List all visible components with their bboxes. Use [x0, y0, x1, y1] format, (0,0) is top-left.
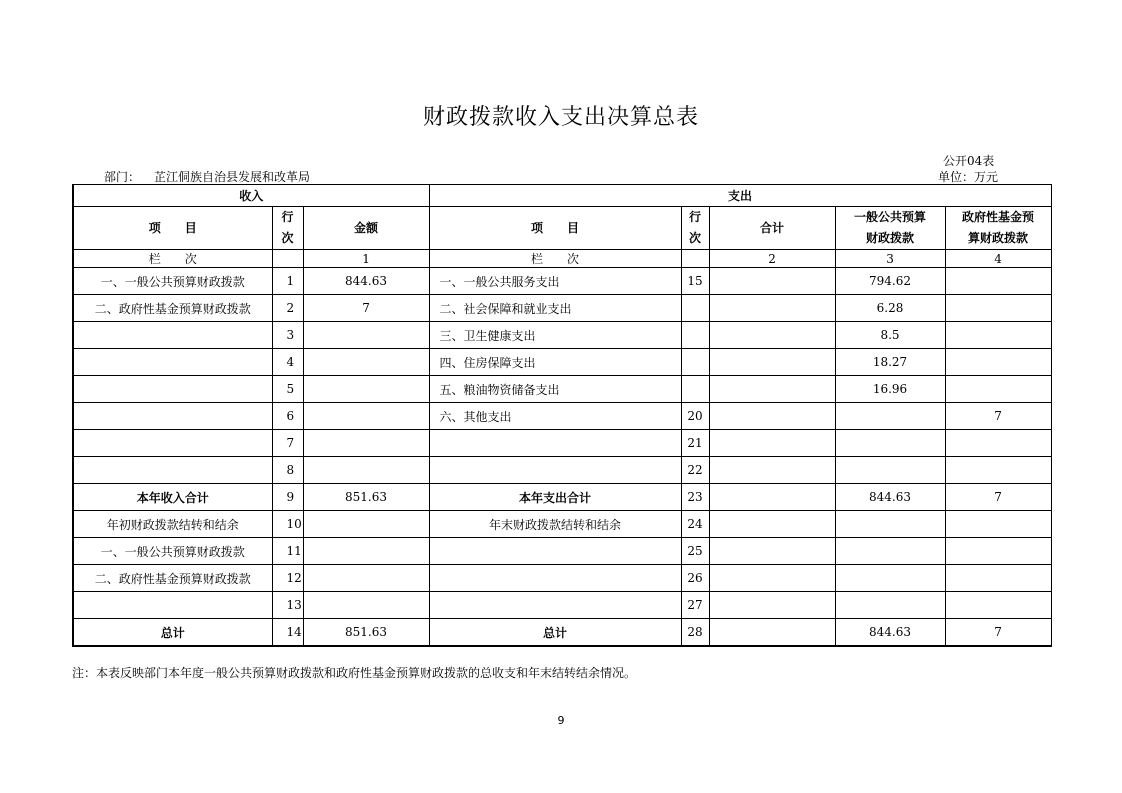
expense-gov-fund: 7	[945, 619, 1051, 647]
header-total: 合计	[709, 207, 835, 250]
income-amount: 7	[303, 295, 429, 322]
expense-item	[429, 430, 681, 457]
expense-general-budget	[835, 430, 945, 457]
expense-general-budget	[835, 457, 945, 484]
expense-row-no: 27	[681, 592, 709, 619]
table-row	[73, 295, 1051, 322]
section-income: 收入	[73, 185, 429, 207]
form-code: 公开04表	[943, 154, 995, 168]
income-row-no: 13	[272, 592, 303, 619]
income-row-no: 10	[272, 511, 303, 538]
income-amount	[303, 538, 429, 565]
income-row-no: 7	[272, 430, 303, 457]
income-row-no: 4	[272, 349, 303, 376]
expense-row-no: 28	[681, 619, 709, 647]
expense-gov-fund	[945, 538, 1051, 565]
expense-item: 二、社会保障和就业支出	[429, 295, 681, 322]
income-row-no: 6	[272, 403, 303, 430]
table-row	[73, 268, 1051, 295]
income-item: 二、政府性基金预算财政拨款	[73, 565, 272, 592]
header-expense-row-no	[681, 207, 709, 250]
header-amount: 金额	[303, 207, 429, 250]
table-row-grand-total	[73, 619, 1051, 647]
expense-row-no	[681, 295, 709, 322]
expense-row-no: 23	[681, 484, 709, 511]
expense-gov-fund	[945, 457, 1051, 484]
table-footnote: 注：本表反映部门本年度一般公共预算财政拨款和政府性基金预算财政拨款的总收支和年末结转结余情况。	[72, 666, 637, 680]
expense-gov-fund: 7	[945, 484, 1051, 511]
expense-gov-fund	[945, 511, 1051, 538]
expense-item: 三、卫生健康支出	[429, 322, 681, 349]
header-income-row-no	[272, 207, 303, 250]
col-index-1: 1	[303, 250, 429, 268]
income-row-no: 14	[272, 619, 303, 647]
expense-total	[709, 538, 835, 565]
header-row-no-line1: 行	[281, 210, 294, 224]
income-amount: 844.63	[303, 268, 429, 295]
page-number: 9	[557, 714, 565, 727]
income-item: 年初财政拨款结转和结余	[73, 511, 272, 538]
expense-item	[429, 565, 681, 592]
expense-total	[709, 349, 835, 376]
expense-total	[709, 592, 835, 619]
expense-gov-fund	[945, 430, 1051, 457]
header-expense-item: 项 目	[429, 207, 681, 250]
income-item	[73, 322, 272, 349]
header-fund-line1: 政府性基金预	[962, 210, 1035, 224]
income-item: 一、一般公共预算财政拨款	[73, 538, 272, 565]
expense-general-budget: 844.63	[835, 619, 945, 647]
department-line	[104, 168, 310, 185]
table-row	[73, 430, 1051, 457]
expense-total	[709, 619, 835, 647]
income-amount: 851.63	[303, 484, 429, 511]
expense-row-no: 15	[681, 268, 709, 295]
income-item	[73, 349, 272, 376]
income-amount: 851.63	[303, 619, 429, 647]
expense-general-budget	[835, 403, 945, 430]
header-row-no-line2: 次	[281, 231, 294, 245]
expense-row-no	[681, 349, 709, 376]
col-index-4: 4	[945, 250, 1051, 268]
income-item	[73, 430, 272, 457]
column-index-row	[73, 250, 1051, 268]
section-expense: 支出	[429, 185, 1051, 207]
expense-item: 四、住房保障支出	[429, 349, 681, 376]
income-row-no: 11	[272, 538, 303, 565]
income-amount	[303, 349, 429, 376]
header-exp-row-line2: 次	[689, 231, 702, 245]
expense-gov-fund	[945, 295, 1051, 322]
expense-gov-fund: 7	[945, 403, 1051, 430]
header-general-budget	[835, 207, 945, 250]
expense-total	[709, 268, 835, 295]
expense-total	[709, 322, 835, 349]
expense-general-budget: 8.5	[835, 322, 945, 349]
expense-row-no: 25	[681, 538, 709, 565]
expense-row-no	[681, 322, 709, 349]
income-item: 一、一般公共预算财政拨款	[73, 268, 272, 295]
expense-item	[429, 592, 681, 619]
expense-row-no: 22	[681, 457, 709, 484]
col-index-3: 3	[835, 250, 945, 268]
income-item	[73, 592, 272, 619]
department-name: 芷江侗族自治县发展和改革局	[154, 170, 311, 184]
income-row-no: 1	[272, 268, 303, 295]
expense-gov-fund	[945, 565, 1051, 592]
unit-label: 单位：万元	[938, 170, 999, 184]
header-gen-line1: 一般公共预算	[854, 210, 927, 224]
expense-gov-fund	[945, 376, 1051, 403]
income-item: 本年收入合计	[73, 484, 272, 511]
expense-item: 一、一般公共服务支出	[429, 268, 681, 295]
income-row-no: 12	[272, 565, 303, 592]
income-amount	[303, 430, 429, 457]
income-amount	[303, 457, 429, 484]
income-item	[73, 403, 272, 430]
expense-item	[429, 457, 681, 484]
expense-row-no: 24	[681, 511, 709, 538]
table-row	[73, 565, 1051, 592]
expense-general-budget: 794.62	[835, 268, 945, 295]
income-amount	[303, 592, 429, 619]
income-item	[73, 457, 272, 484]
expense-general-budget: 18.27	[835, 349, 945, 376]
expense-row-no: 20	[681, 403, 709, 430]
expense-item: 年末财政拨款结转和结余	[429, 511, 681, 538]
column-header-row	[73, 207, 1051, 250]
col-index-blank	[681, 250, 709, 268]
income-amount	[303, 322, 429, 349]
expense-gov-fund	[945, 592, 1051, 619]
header-fund-line2: 算财政拨款	[968, 231, 1029, 245]
table-row	[73, 511, 1051, 538]
income-row-no: 5	[272, 376, 303, 403]
expense-item: 六、其他支出	[429, 403, 681, 430]
expense-total	[709, 376, 835, 403]
income-row-no: 9	[272, 484, 303, 511]
expense-general-budget	[835, 511, 945, 538]
income-row-no: 8	[272, 457, 303, 484]
table-row	[73, 376, 1051, 403]
expense-general-budget	[835, 565, 945, 592]
expense-total	[709, 457, 835, 484]
table-row	[73, 457, 1051, 484]
table-row	[73, 538, 1051, 565]
expense-item: 总计	[429, 619, 681, 647]
table-row	[73, 322, 1051, 349]
table-row	[73, 592, 1051, 619]
expense-general-budget: 6.28	[835, 295, 945, 322]
table-row-year-total	[73, 484, 1051, 511]
expense-row-no	[681, 376, 709, 403]
page-title: 财政拨款收入支出决算总表	[422, 105, 699, 130]
expense-row-no: 26	[681, 565, 709, 592]
header-income-item: 项 目	[73, 207, 272, 250]
income-amount	[303, 403, 429, 430]
header-exp-row-line1: 行	[689, 210, 702, 224]
col-index-right-label: 栏 次	[429, 250, 681, 268]
expense-general-budget: 16.96	[835, 376, 945, 403]
expense-gov-fund	[945, 349, 1051, 376]
expense-gov-fund	[945, 322, 1051, 349]
expense-total	[709, 295, 835, 322]
budget-summary-table	[72, 184, 1052, 647]
header-gen-line2: 财政拨款	[866, 231, 915, 245]
col-index-blank	[272, 250, 303, 268]
table-row	[73, 403, 1051, 430]
income-amount	[303, 565, 429, 592]
header-gov-fund	[945, 207, 1051, 250]
income-amount	[303, 376, 429, 403]
col-index-2: 2	[709, 250, 835, 268]
income-item: 总计	[73, 619, 272, 647]
expense-gov-fund	[945, 268, 1051, 295]
col-index-left-label: 栏 次	[73, 250, 272, 268]
expense-general-budget	[835, 592, 945, 619]
expense-item	[429, 538, 681, 565]
table-row	[73, 349, 1051, 376]
expense-total	[709, 484, 835, 511]
expense-item: 本年支出合计	[429, 484, 681, 511]
expense-total	[709, 511, 835, 538]
income-amount	[303, 511, 429, 538]
department-label: 部门：	[104, 170, 141, 184]
expense-general-budget: 844.63	[835, 484, 945, 511]
expense-general-budget	[835, 538, 945, 565]
expense-total	[709, 565, 835, 592]
income-row-no: 3	[272, 322, 303, 349]
income-item	[73, 376, 272, 403]
expense-total	[709, 430, 835, 457]
expense-item: 五、粮油物资储备支出	[429, 376, 681, 403]
income-item: 二、政府性基金预算财政拨款	[73, 295, 272, 322]
income-row-no: 2	[272, 295, 303, 322]
section-header-row	[73, 185, 1051, 207]
expense-total	[709, 403, 835, 430]
expense-row-no: 21	[681, 430, 709, 457]
